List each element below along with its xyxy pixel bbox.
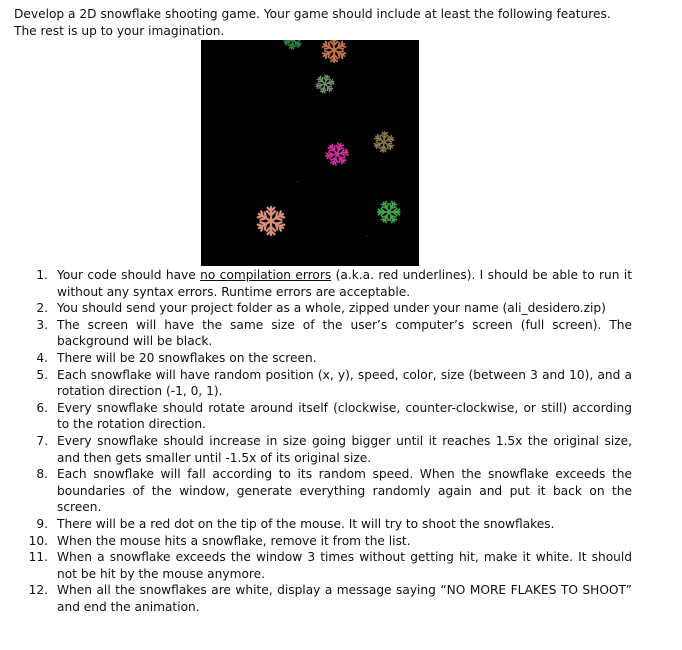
requirement-item (14, 433, 632, 466)
requirements-list (14, 267, 632, 615)
snowflake-field (201, 40, 419, 266)
requirement-number: 1. (36, 268, 48, 282)
requirement-number: 11. (28, 550, 48, 565)
game-preview-image (201, 40, 419, 266)
requirement-number: 3. (36, 317, 48, 332)
requirement-text: The screen will have the same size of the user’s computer’s screen (full screen). The background will be black. (57, 317, 632, 349)
requirement-item (14, 400, 632, 433)
requirement-number: 9. (36, 516, 48, 531)
requirement-text: Each snowflake will fall according to its random speed. When the snowflake exceeds the boundaries of the window, generate everything randomly again and put it back on the screen. (57, 467, 632, 515)
requirement-text: There will be 20 snowflakes on the screen. (57, 350, 317, 365)
requirement-number: 4. (36, 350, 48, 365)
requirement-item (14, 533, 632, 550)
requirement-text: You should send your project folder as a whole, zipped under your name (ali_desidero.zip) (57, 301, 606, 316)
snowflake (257, 207, 285, 235)
requirement-number: 7. (36, 433, 48, 448)
snowflake (314, 73, 336, 95)
requirement-number: 12. (28, 583, 48, 598)
intro (14, 6, 674, 40)
requirement-text-post: (a.k.a. red underlines). I should be able to run it without any syntax errors. Runtime errors are acceptable. (57, 268, 632, 299)
snowflake (373, 131, 395, 153)
intro-line-2: The rest is up to your imagination. (14, 24, 225, 38)
requirement-number: 6. (36, 400, 48, 415)
snowflake (323, 140, 352, 168)
requirement-text: When the mouse hits a snowflake, remove it from the list. (57, 533, 411, 548)
intro-line-1: Develop a 2D snowflake shooting game. Your game should include at least the following features. (14, 7, 611, 21)
no-compilation-errors-text: no compilation errors (200, 268, 332, 282)
requirement-number: 2. (36, 301, 48, 316)
requirement-text: When all the snowflakes are white, display a message saying “NO MORE FLAKES TO SHOOT” and end the animation. (57, 583, 632, 614)
requirement-text: Each snowflake will have random position (x, y), speed, color, size (between 3 and 10), and a rotation direction (-1, 0, 1). (57, 367, 632, 399)
requirement-item (14, 267, 632, 300)
requirement-number: 10. (28, 533, 48, 548)
requirement-text-pre: Your code should have (57, 268, 201, 282)
requirement-item (14, 466, 632, 516)
requirement-text: When a snowflake exceeds the window 3 times without getting hit, make it white. It should not be hit by the mouse anymore. (57, 550, 632, 581)
requirement-text: Every snowflake should increase in size going bigger until it reaches 1.5x the original size, and then gets smaller until -1.5x of its original size. (57, 433, 632, 465)
requirement-item (14, 582, 632, 615)
requirement-number: 5. (36, 367, 48, 382)
requirement-text: There will be a red dot on the tip of the mouse. It will try to shoot the snowflakes. (57, 516, 555, 531)
requirement-item (14, 549, 632, 582)
snowflake (282, 40, 303, 50)
snowflake (322, 40, 346, 62)
requirement-item (14, 300, 632, 317)
requirement-item (14, 350, 632, 367)
requirement-text: Every snowflake should rotate around itself (clockwise, counter-clockwise, or still) according to the rotation direction. (57, 400, 632, 432)
requirement-number: 8. (36, 467, 48, 482)
requirement-item (14, 317, 632, 350)
requirement-item (14, 367, 632, 400)
snowflake (374, 197, 404, 227)
requirement-item (14, 516, 632, 533)
